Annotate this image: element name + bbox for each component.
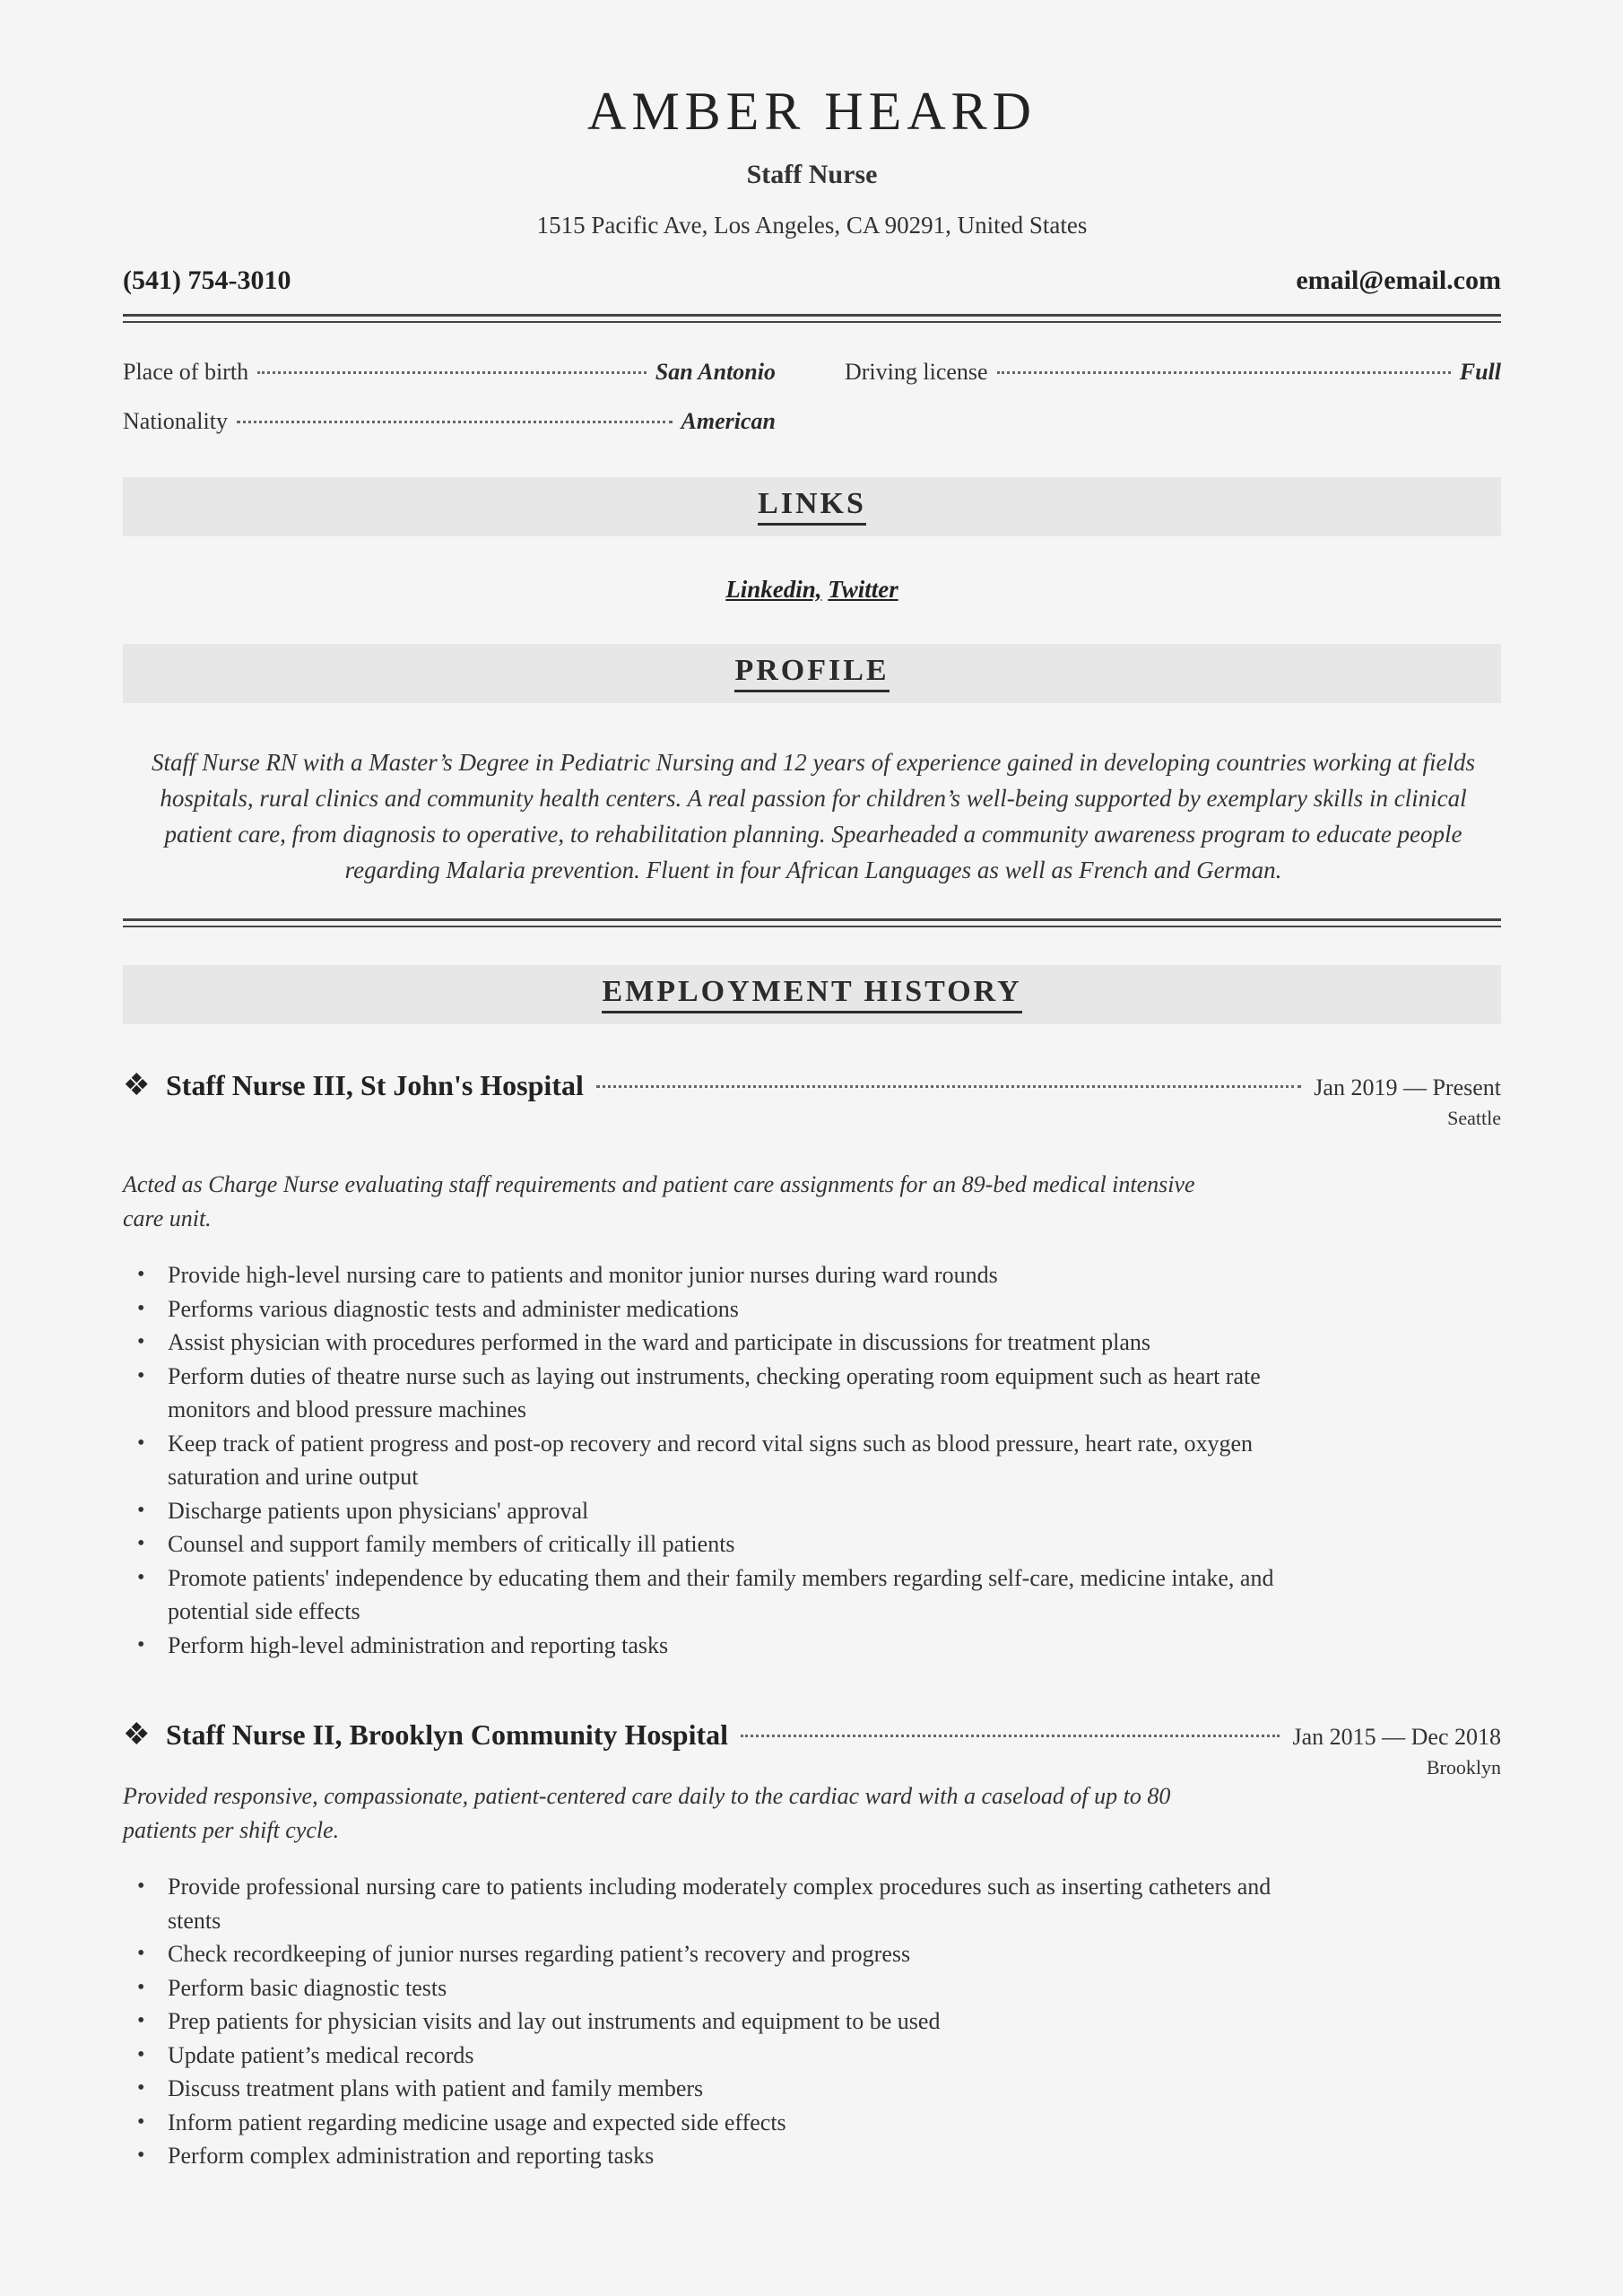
dot-leader — [257, 371, 647, 374]
twitter-link[interactable]: Twitter — [828, 576, 898, 603]
job-city: Brooklyn — [1426, 1756, 1501, 1779]
profile-text: Staff Nurse RN with a Master’s Degree in Pediatric Nursing and 12 years of experience gained in developing countries working at fields hospitals, rural clinics and community health centers. A real passion for children’s well-being supported by exemplary skills in clinical patient care, from diagnosis to operative, to rehabilitation planning. Spearheaded a community awareness program to educate people regarding Malaria prevention. Fluent in four African Languages as well as French and German. — [151, 749, 1476, 883]
list-item: • Discharge patients upon physicians' approval — [168, 1494, 1289, 1528]
job-city: Seattle — [1447, 1107, 1501, 1129]
profile-divider — [123, 918, 1501, 921]
list-item: • Discuss treatment plans with patient and family members — [168, 2072, 1289, 2106]
address: 1515 Pacific Ave, Los Angeles, CA 90291, United States — [536, 212, 1088, 239]
job-entry — [123, 1717, 1501, 2173]
nationality-value: American — [681, 408, 776, 434]
job-title: Staff Nurse II, Brooklyn Community Hospital — [166, 1718, 729, 1751]
nationality-row — [123, 408, 776, 435]
employment-heading: EMPLOYMENT HISTORY — [602, 977, 1021, 1013]
dot-leader — [596, 1085, 1301, 1088]
dot-leader — [997, 371, 1451, 374]
driving-license-row — [845, 359, 1501, 386]
driving-license-value: Full — [1459, 359, 1501, 385]
job-entry — [123, 1067, 1501, 1662]
dot-leader — [741, 1735, 1280, 1737]
job-summary: Acted as Charge Nurse evaluating staff requirements and patient care assignments for an 89-bed medical intensive care unit. — [123, 1171, 1195, 1231]
clover-bullet-icon: ❖ — [123, 1069, 151, 1102]
links-list — [123, 576, 1501, 604]
employment-section-header — [123, 965, 1501, 1024]
header-divider — [123, 314, 1501, 317]
job-title: Staff Nurse III, St John's Hospital — [166, 1069, 584, 1101]
nationality-label: Nationality — [123, 408, 228, 434]
profile-heading: PROFILE — [734, 656, 889, 692]
candidate-name: AMBER HEARD — [586, 82, 1037, 141]
list-item: • Keep track of patient progress and post-op recovery and record vital signs such as blood pressure, heart rate, oxygen saturation and urine output — [168, 1427, 1289, 1494]
list-item: • Assist physician with procedures performed in the ward and participate in discussions for treatment plans — [168, 1326, 1289, 1360]
list-item: • Promote patients' independence by educating them and their family members regarding self-care, medicine intake, and potential side effects — [168, 1561, 1289, 1629]
list-item: • Check recordkeeping of junior nurses regarding patient’s recovery and progress — [168, 1937, 1289, 1971]
list-item: • Performs various diagnostic tests and administer medications — [168, 1292, 1289, 1326]
links-section-header — [123, 477, 1501, 536]
list-item: • Counsel and support family members of critically ill patients — [168, 1527, 1289, 1561]
list-item: • Perform basic diagnostic tests — [168, 1971, 1289, 2005]
driving-license-label: Driving license — [845, 359, 988, 385]
job-title: Staff Nurse — [746, 160, 878, 189]
list-item: • Perform duties of theatre nurse such as laying out instruments, checking operating room equipment such as heart rate monitors and blood pressure machines — [168, 1360, 1289, 1427]
list-item: • Provide high-level nursing care to patients and monitor junior nurses during ward rounds — [168, 1258, 1289, 1292]
job-header — [123, 1067, 1501, 1103]
contact-row — [123, 265, 1501, 296]
list-item: • Prep patients for physician visits and lay out instruments and equipment to be used — [168, 2005, 1289, 2039]
job-dates: Jan 2019 — Present — [1314, 1074, 1501, 1100]
linkedin-link[interactable]: Linkedin, — [725, 576, 822, 603]
clover-bullet-icon: ❖ — [123, 1718, 151, 1752]
dot-leader — [237, 421, 673, 423]
job-header — [123, 1717, 1501, 1752]
phone[interactable]: (541) 754-3010 — [123, 265, 291, 295]
list-item: • Perform complex administration and reporting tasks — [168, 2139, 1289, 2173]
list-item: • Update patient’s medical records — [168, 2039, 1289, 2073]
place-of-birth-row — [123, 359, 776, 386]
email[interactable]: email@email.com — [1296, 265, 1501, 295]
job-dates: Jan 2015 — Dec 2018 — [1292, 1724, 1501, 1750]
profile-section-header — [123, 644, 1501, 703]
list-item: • Inform patient regarding medicine usage and expected side effects — [168, 2106, 1289, 2140]
job-bullets — [123, 1870, 1289, 2173]
job-summary: Provided responsive, compassionate, patient-centered care daily to the cardiac ward with a caseload of up to 80 patients per shift cycle. — [123, 1783, 1171, 1843]
place-of-birth-label: Place of birth — [123, 359, 249, 385]
place-of-birth-value: San Antonio — [655, 359, 776, 385]
list-item: • Provide professional nursing care to patients including moderately complex procedures such as inserting catheters and stents — [168, 1870, 1289, 1937]
list-item: • Perform high-level administration and reporting tasks — [168, 1629, 1289, 1663]
links-heading: LINKS — [758, 489, 866, 526]
job-bullets — [123, 1258, 1289, 1662]
